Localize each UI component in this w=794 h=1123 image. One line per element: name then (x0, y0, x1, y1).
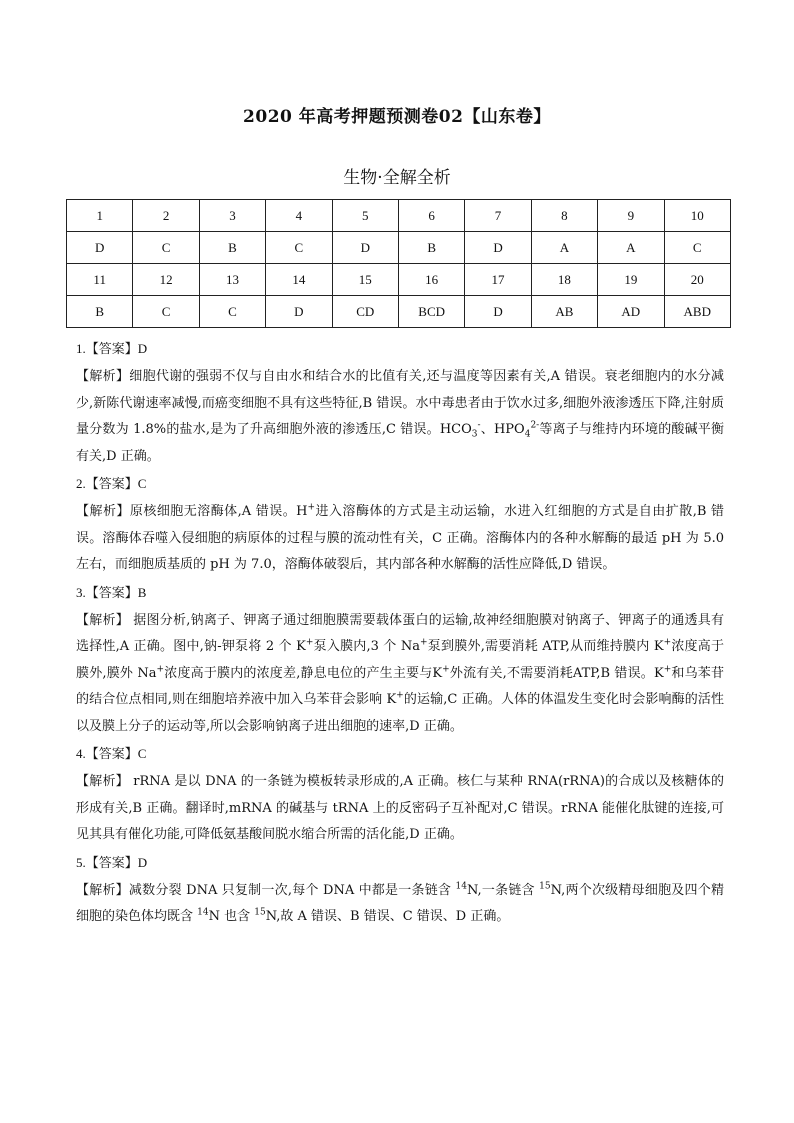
document-subtitle: 生物·全解全析 (343, 168, 451, 188)
table-cell: D (67, 232, 133, 264)
table-cell: C (133, 232, 199, 264)
table-cell: D (465, 296, 531, 328)
table-cell: 11 (67, 264, 133, 296)
table-cell: 19 (598, 264, 664, 296)
table-cell: CD (332, 296, 398, 328)
table-cell: A (598, 232, 664, 264)
table-cell: D (332, 232, 398, 264)
table-cell: 4 (266, 200, 332, 232)
analysis-content (76, 336, 724, 932)
analysis-paragraph: 【解析】 rRNA 是以 DNA 的一条链为模板转录形成的,A 正确。核仁与某种 RNA(rRNA)的合成以及核糖体的形成有关,B 正确。翻译时,mRNA 的碱基与 tRNA 上的反密码子互补配对,C 错误。rRNA 能催化肽键的连接,可见其具有催化功能,可降低氨基酸间脱水缩合所需的活化能,D 正确。 (76, 774, 724, 842)
table-cell: 3 (199, 200, 265, 232)
document-title: 2020 年高考押题预测卷02【山东卷】 (243, 107, 551, 127)
table-cell: AB (531, 296, 597, 328)
table-cell: 7 (465, 200, 531, 232)
table-cell: 8 (531, 200, 597, 232)
table-cell: 5 (332, 200, 398, 232)
table-cell: 17 (465, 264, 531, 296)
table-cell: D (266, 296, 332, 328)
table-cell: 10 (664, 200, 730, 232)
table-cell: AD (598, 296, 664, 328)
table-cell: 14 (266, 264, 332, 296)
answer-table (66, 199, 731, 328)
answer-label: 1.【答案】D (76, 341, 148, 356)
table-cell: 16 (398, 264, 464, 296)
table-cell: 13 (199, 264, 265, 296)
table-cell: C (199, 296, 265, 328)
table-cell: 20 (664, 264, 730, 296)
analysis-paragraph: 【解析】 据图分析,钠离子、钾离子通过细胞膜需要载体蛋白的运输,故神经细胞膜对钠离子、钾离子的通透具有选择性,A 正确。图中,钠-钾泵将 2 个 K+泵入膜内,3 个 Na+泵到膜外,需要消耗 ATP,从而维持膜内 K+浓度高于膜外,膜外 Na+浓度高于膜内的浓度差,静息电位的产生主要与K+外流有关,不需要消耗ATP,B 错误。K+和乌苯苷的结合位点相同,则在细胞培养液中加入乌苯苷会影响 K+的运输,C 正确。人体的体温发生变化时会影响酶的活性以及膜上分子的运动等,所以会影响钠离子进出细胞的速率,D 正确。 (76, 612, 725, 734)
table-cell: A (531, 232, 597, 264)
table-cell: 2 (133, 200, 199, 232)
table-cell: 15 (332, 264, 398, 296)
analysis-paragraph: 【解析】细胞代谢的强弱不仅与自由水和结合水的比值有关,还与温度等因素有关,A 错误。衰老细胞内的水分减少,新陈代谢速率减慢,而癌变细胞不具有这些特征,B 错误。水中毒患者由于饮水过多,细胞外液渗透压下降,注射质量分数为 1.8%的盐水,是为了升高细胞外液的渗透压,C 错误。$HCO_3^-$、$HPO_4^{2-}$等离子与维持内环境的酸碱平衡有关,D 正确。 (76, 369, 724, 464)
table-cell: BCD (398, 296, 464, 328)
answer-label: 5.【答案】D (76, 854, 148, 870)
table-cell: B (67, 296, 133, 328)
table-cell: C (266, 232, 332, 264)
table-cell: 6 (398, 200, 464, 232)
table-cell: B (199, 232, 265, 264)
analysis-paragraph: 【解析】减数分裂 DNA 只复制一次,每个 DNA 中都是一条链含 $^{14}$N,一条链含 $^{15}$N,两个次级精母细胞及四个精细胞的染色体均既含 $^{14}$N 也含 $^{15}$N,故 A 错误、B 错误、C 错误、D 正确。 (76, 881, 724, 924)
table-cell: 18 (531, 264, 597, 296)
analysis-paragraph: 【解析】原核细胞无溶酶体,A 错误。H+进入溶酶体的方式是主动运输，水进入红细胞的方式是自由扩散,B 错误。溶酶体吞噬入侵细胞的病原体的过程与膜的流动性有关，C 正确。溶酶体内的各种水解酶的最适 pH 为 5.0 左右，而细胞质基质的 pH 为 7.0，溶酶体破裂后，其内部各种水解酶的活性应降低,D 错误。 (76, 502, 724, 572)
table-cell: ABD (664, 296, 730, 328)
answer-label: 2.【答案】C (76, 476, 147, 491)
table-row (67, 200, 731, 232)
answer-label: 3.【答案】B (76, 584, 147, 600)
table-cell: 9 (598, 200, 664, 232)
table-cell: 12 (133, 264, 199, 296)
table-cell: C (133, 296, 199, 328)
table-cell: B (398, 232, 464, 264)
table-row (67, 232, 731, 264)
table-cell: D (465, 232, 531, 264)
table-row (67, 296, 731, 328)
table-cell: C (664, 232, 730, 264)
answer-label: 4.【答案】C (76, 746, 147, 761)
table-row (67, 264, 731, 296)
table-cell: 1 (67, 200, 133, 232)
